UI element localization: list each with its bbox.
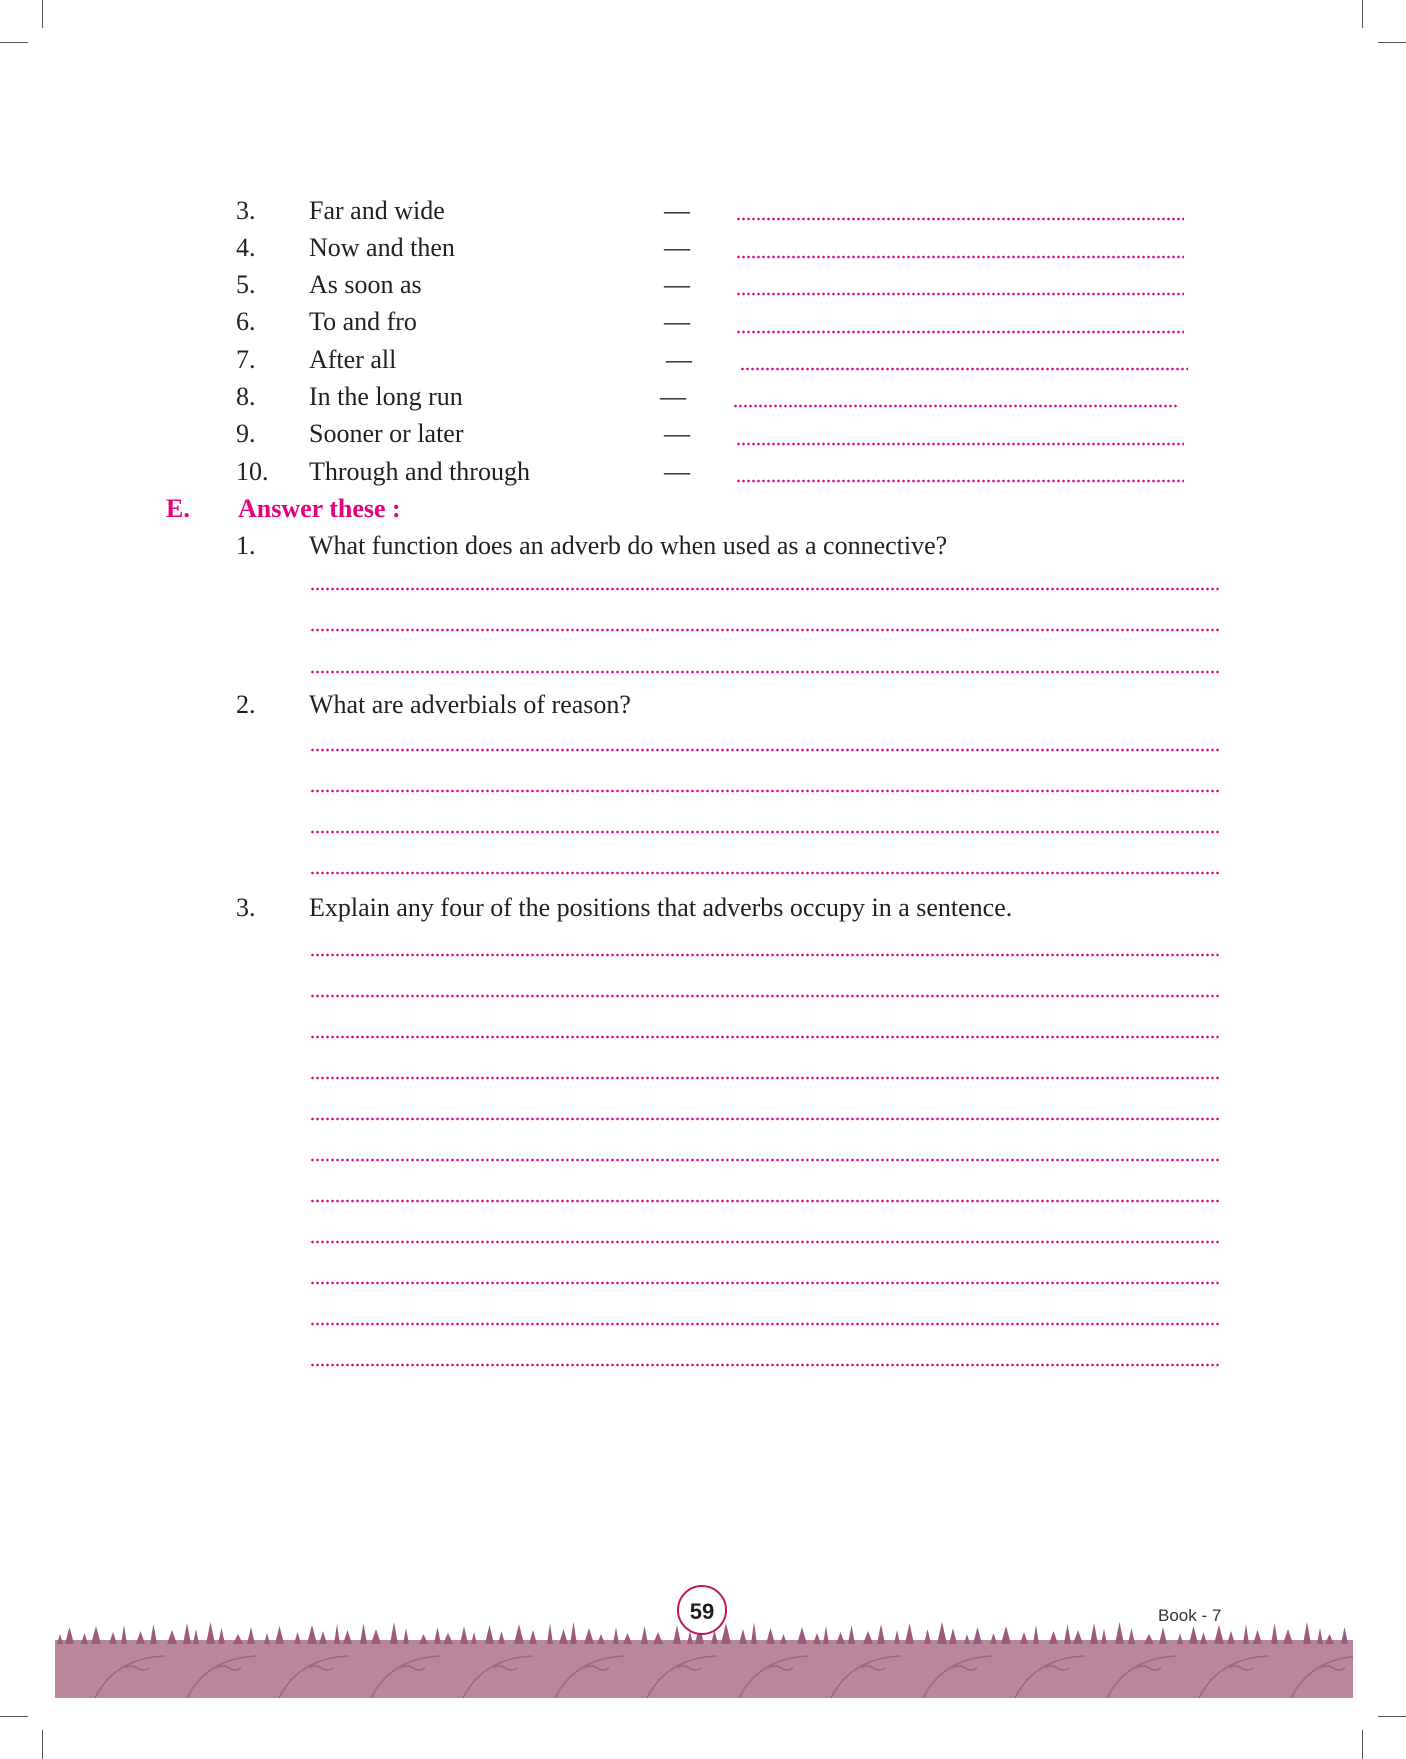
tree-shape [390,1622,398,1644]
item-dash: — [666,345,692,374]
tree-shape [1090,1623,1098,1644]
tree-shape [206,1622,215,1644]
tree-shape [613,1627,619,1644]
crop-mark [0,42,28,43]
item-number: 4. [236,233,256,262]
tree-shape [443,1633,453,1644]
answer-line[interactable] [310,789,1220,793]
tree-shape [471,1632,477,1644]
item-dash: — [664,457,690,486]
tree-shape [547,1623,553,1644]
answer-blank[interactable] [736,330,1184,334]
tree-shape [343,1630,352,1644]
answer-line[interactable] [310,871,1220,875]
crop-mark [1378,1716,1406,1717]
crop-mark [0,1716,28,1717]
tree-shape [419,1634,428,1644]
tree-shape [334,1624,340,1644]
tree-shape [949,1628,957,1644]
tree-shape [964,1634,970,1644]
tree-shape [360,1623,367,1644]
tree-shape [721,1623,731,1644]
answer-line[interactable] [310,1281,1220,1285]
tree-shape [766,1628,775,1644]
answer-line[interactable] [310,628,1220,632]
question-text: What function does an adverb do when used as a connective? [309,531,948,560]
question-number: 2. [236,690,256,719]
tree-shape [193,1629,199,1644]
tree-shape [150,1624,157,1644]
tree-shape [653,1632,663,1644]
tree-shape [813,1633,821,1644]
item-number: 6. [236,307,256,336]
crop-mark [42,0,43,28]
item-number: 5. [236,270,256,299]
answer-line[interactable] [310,748,1220,752]
tree-shape [307,1625,317,1644]
item-dash: — [664,233,690,262]
tree-shape [319,1631,327,1644]
tree-shape [65,1627,74,1644]
tree-shape [1303,1622,1311,1644]
section-title: Answer these : [238,494,401,523]
tree-shape [81,1633,88,1644]
question-text: What are adverbials of reason? [309,690,631,719]
tree-shape [371,1629,381,1644]
tree-shape [183,1623,191,1644]
tree-shape [559,1629,568,1644]
answer-line[interactable] [310,1240,1220,1244]
tree-shape [485,1625,494,1644]
item-number: 10. [236,457,269,486]
answer-blank[interactable] [736,479,1184,483]
tree-shape [780,1634,787,1644]
answer-line[interactable] [310,1322,1220,1326]
tree-shape [1115,1622,1124,1644]
tree-shape [1214,1625,1224,1644]
tree-shape [1159,1627,1167,1644]
tree-shape [121,1625,127,1644]
tree-shape [584,1628,594,1644]
tree-shape [1144,1634,1154,1644]
tree-shape [863,1631,873,1644]
answer-line[interactable] [310,670,1220,674]
tree-shape [247,1627,255,1644]
answer-line[interactable] [310,830,1220,834]
tree-shape [990,1633,997,1644]
tree-shape [57,1634,63,1644]
item-phrase: Through and through [309,457,530,486]
item-phrase: After all [309,345,397,374]
tree-shape [1200,1632,1207,1644]
tree-shape [434,1627,441,1644]
tree-shape [109,1632,117,1644]
tree-shape [91,1626,101,1644]
tree-shape [937,1622,947,1644]
tree-shape [1189,1626,1198,1644]
answer-blank[interactable] [736,442,1184,446]
item-dash: — [660,382,686,411]
tree-shape [823,1626,829,1644]
answer-blank[interactable] [740,367,1188,371]
tree-shape [623,1633,632,1644]
book-label: Book - 7 [1158,1606,1222,1625]
answer-line[interactable] [310,1199,1220,1203]
crop-mark [1362,0,1363,28]
item-phrase: Far and wide [309,196,445,225]
page-number: 59 [677,1585,727,1635]
tree-shape [1243,1624,1249,1644]
answer-line[interactable] [310,587,1220,591]
tree-shape [1227,1631,1235,1644]
item-dash: — [664,270,690,299]
answer-line[interactable] [310,994,1220,998]
section-letter: E. [166,494,190,523]
tree-shape [275,1626,284,1644]
tree-shape [836,1632,845,1644]
item-phrase: Now and then [309,233,455,262]
tree-shape [1177,1633,1183,1644]
answer-line[interactable] [310,1076,1220,1080]
item-number: 3. [236,196,256,225]
tree-shape [570,1622,577,1644]
tree-shape [498,1631,505,1644]
tree-shape [1128,1628,1135,1644]
tree-shape [877,1624,885,1644]
tree-shape [848,1625,855,1644]
tree-shape [1033,1625,1039,1644]
item-phrase: To and fro [309,307,417,336]
answer-blank[interactable] [736,255,1184,259]
tree-shape [1073,1630,1083,1644]
tree-shape [641,1626,648,1644]
tree-shape [1101,1629,1107,1644]
crop-mark [1362,1730,1363,1759]
crop-mark [1378,42,1406,43]
item-number: 7. [236,345,256,374]
question-text: Explain any four of the positions that adverbs occupy in a sentence. [309,893,1013,922]
item-phrase: As soon as [309,270,422,299]
answer-line[interactable] [310,953,1220,957]
tree-shape [1283,1629,1293,1644]
tree-shape [924,1629,931,1644]
tree-shape [403,1628,409,1644]
item-dash: — [664,196,690,225]
tree-shape [905,1623,914,1644]
tree-shape [294,1632,301,1644]
answer-line[interactable] [310,1117,1220,1121]
tree-shape [218,1628,225,1644]
tree-shape [460,1626,468,1644]
answer-line[interactable] [310,1158,1220,1162]
item-phrase: Sooner or later [309,419,464,448]
tree-shape [529,1630,537,1644]
tree-shape [797,1627,807,1644]
tree-shape [1001,1626,1011,1644]
item-dash: — [664,307,690,336]
tree-shape [514,1624,524,1644]
answer-blank[interactable] [736,292,1184,296]
tree-shape [264,1633,270,1644]
tree-shape [1064,1624,1071,1644]
tree-shape [1253,1630,1262,1644]
tree-shape [1325,1634,1334,1644]
tree-shape [233,1634,243,1644]
item-number: 8. [236,382,256,411]
tree-shape [673,1625,681,1644]
answer-blank[interactable] [733,404,1179,408]
tree-shape [136,1631,145,1644]
tree-shape [167,1630,177,1644]
answer-line[interactable] [310,1363,1220,1367]
tree-shape [597,1634,605,1644]
item-dash: — [664,419,690,448]
answer-blank[interactable] [736,217,1184,221]
crop-mark [42,1730,43,1759]
tree-shape [739,1629,747,1644]
tree-shape [1317,1628,1323,1644]
tree-shape [1049,1631,1058,1644]
tree-shape [973,1627,982,1644]
tree-shape [1020,1632,1028,1644]
tree-shape [1271,1623,1278,1644]
item-number: 9. [236,419,256,448]
tree-shape [751,1622,757,1644]
question-number: 1. [236,531,256,560]
answer-line[interactable] [310,1035,1220,1039]
question-number: 3. [236,893,256,922]
tree-shape [1341,1627,1348,1644]
tree-shape [894,1630,900,1644]
item-phrase: In the long run [309,382,463,411]
